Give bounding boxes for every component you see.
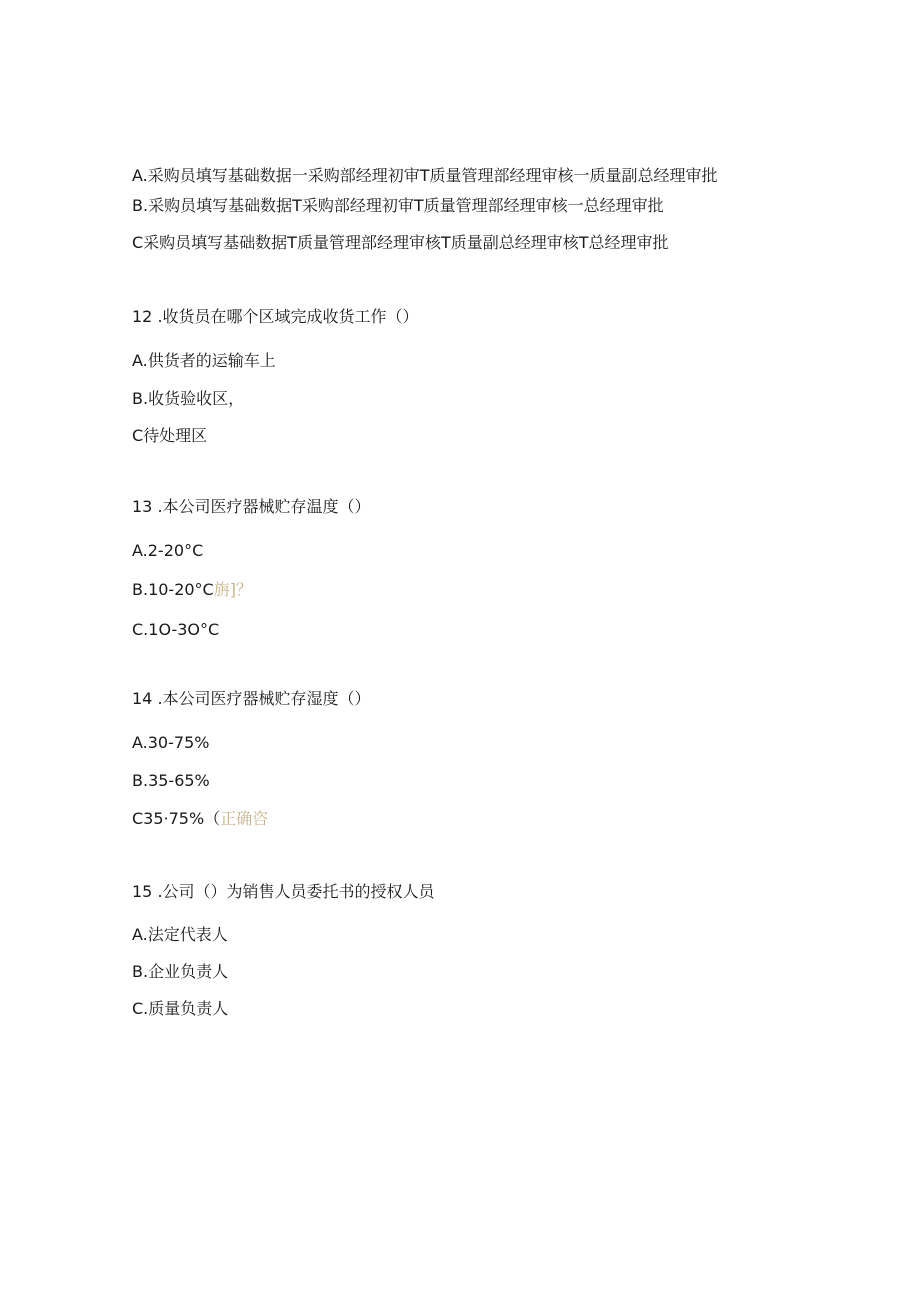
answer-mark: 旃]？ xyxy=(213,580,252,599)
q13-option-b: B.10-20°C旃]？ xyxy=(132,580,252,599)
q12-option-c: C待处理区 xyxy=(132,426,208,445)
q15-question: 15 .公司（）为销售人员委托书的授权人员 xyxy=(132,882,435,901)
q13-option-a: A.2-20°C xyxy=(132,541,204,560)
answer-mark: 正确咨 xyxy=(220,809,269,828)
q15-option-c: C.质量负责人 xyxy=(132,999,229,1018)
q13-question: 13 .本公司医疗器械贮存温度（） xyxy=(132,497,371,516)
q14-option-c: C35·75%（正确咨 xyxy=(132,809,269,828)
q14-option-a: A.30-75% xyxy=(132,733,210,752)
q15-option-a: A.法定代表人 xyxy=(132,925,228,944)
q14-option-b: B.35-65% xyxy=(132,771,210,790)
q12-question: 12 .收货员在哪个区域完成收货工作（） xyxy=(132,307,419,326)
q15-option-b: B.企业负责人 xyxy=(132,962,229,981)
q13-option-c: C.1O-3O°C xyxy=(132,620,220,639)
q12-option-b: B.收货验收区， xyxy=(132,389,245,408)
q11-option-a: A.采购员填写基础数据一采购部经理初审T质量管理部经理审核一质量副总经理审批 xyxy=(132,166,718,185)
q14-question: 14 .本公司医疗器械贮存湿度（） xyxy=(132,689,371,708)
q11-option-c: C采购员填写基础数据T质量管理部经理审核T质量副总经理审核T总经理审批 xyxy=(132,233,669,252)
q12-option-a: A.供货者的运输车上 xyxy=(132,351,276,370)
q11-option-b: B.采购员填写基础数据T采购部经理初审T质量管理部经理审核一总经理审批 xyxy=(132,196,664,215)
